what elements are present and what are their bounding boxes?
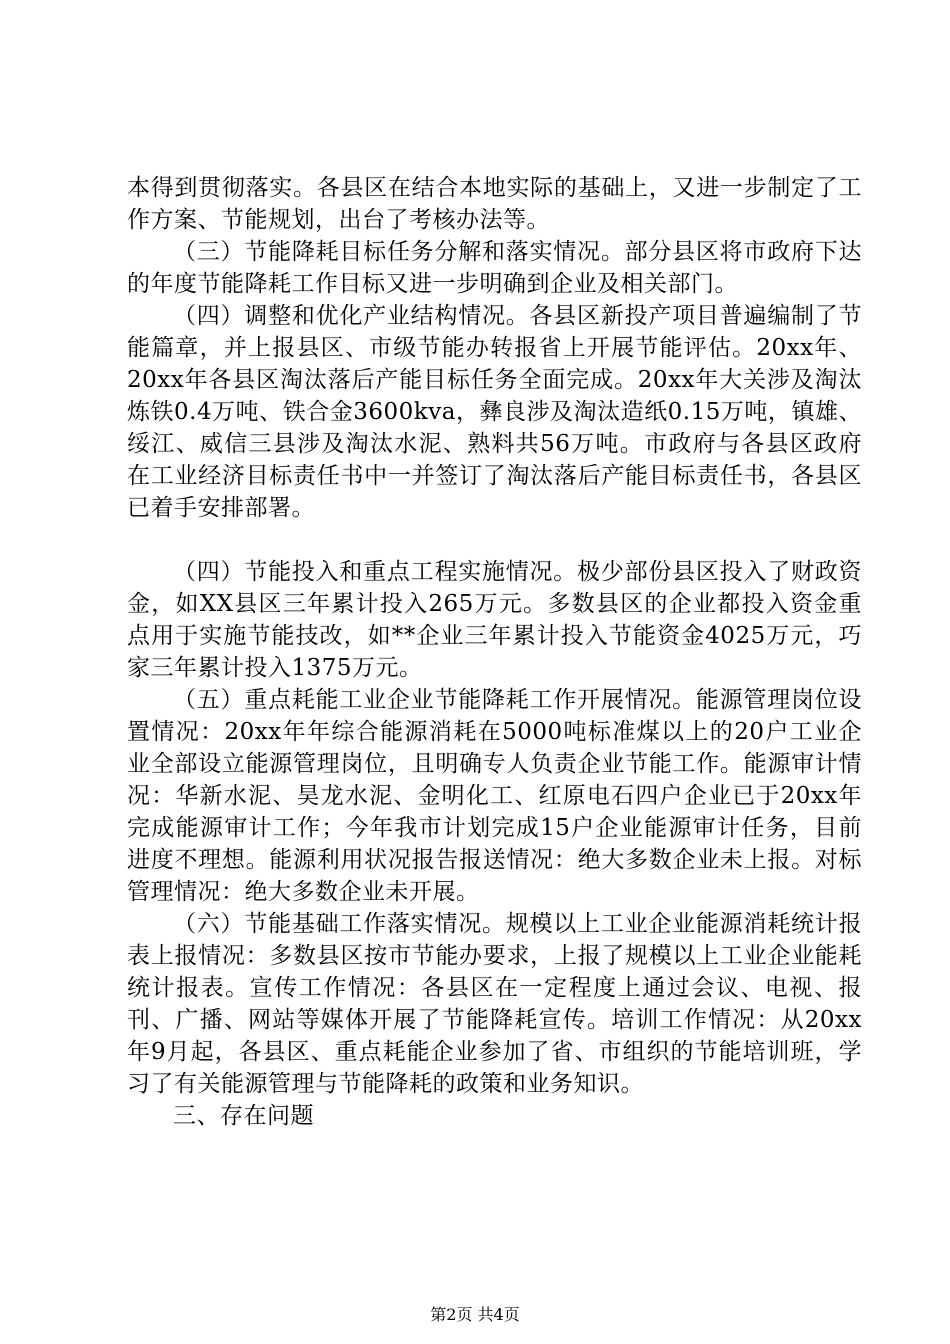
paragraph-continuation: 本得到贯彻落实。各县区在结合本地实际的基础上，又进一步制定了工作方案、节能规划，出台了考核办法等。 (127, 175, 862, 233)
paragraph-section-5: （五）重点耗能工业企业节能降耗工作开展情况。能源管理岗位设置情况：20xx年年综合能源消耗在5000吨标准煤以上的20户工业企业全部设立能源管理岗位，且明确专人负责企业节能工作。能源审计情况：华新水泥、昊龙水泥、金明化工、红原电石四户企业已于20xx年完成能源审计工作；今年我市计划完成15户企业能源审计任务，目前进度不理想。能源利用状况报告报送情况：绝大多数企业未上报。对标管理情况：绝大多数企业未开展。 (127, 687, 862, 905)
page-number-footer: 第2页 共4页 (430, 1305, 520, 1324)
paragraph-section-6: （六）节能基础工作落实情况。规模以上工业企业能源消耗统计报表上报情况：多数县区按市节能办要求，上报了规模以上工业企业能耗统计报表。宣传工作情况：各县区在一定程度上通过会议、电视、报刊、广播、网站等媒体开展了节能降耗宣传。培训工作情况：从20xx年9月起，各县区、重点耗能企业参加了省、市组织的节能培训班，学习了有关能源管理与节能降耗的政策和业务知识。 (127, 911, 862, 1097)
paragraph-section-4-industry: （四）调整和优化产业结构情况。各县区新投产项目普遍编制了节能篇章，并上报县区、市级节能办转报省上开展节能评估。20xx年、20xx年各县区淘汰落后产能目标任务全面完成。20xx年大关涉及淘汰炼铁0.4万吨、铁合金3600kva，彝良涉及淘汰造纸0.15万吨，镇雄、绥江、威信三县涉及淘汰水泥、熟料共56万吨。市政府与各县区政府在工业经济目标责任书中一并签订了淘汰落后产能目标责任书，各县区已着手安排部署。 (127, 303, 862, 521)
document-body (127, 172, 862, 1132)
paragraph-gap (127, 524, 862, 556)
paragraph-section-3: （三）节能降耗目标任务分解和落实情况。部分县区将市政府下达的年度节能降耗工作目标又进一步明确到企业及相关部门。 (127, 239, 862, 297)
section-heading: 三、存在问题 (173, 1103, 314, 1129)
paragraph-section-4-investment: （四）节能投入和重点工程实施情况。极少部份县区投入了财政资金，如XX县区三年累计投入265万元。多数县区的企业都投入资金重点用于实施节能技改，如**企业三年累计投入节能资金4025万元，巧家三年累计投入1375万元。 (127, 559, 862, 681)
